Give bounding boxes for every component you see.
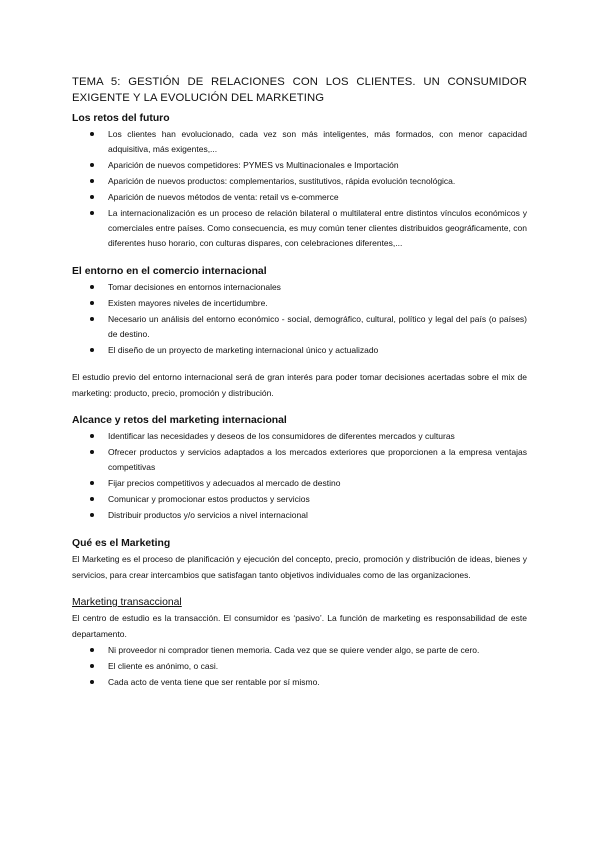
list-item: Ofrecer productos y servicios adaptados a los mercados exteriores que proporcionen a la empresa ventajas competitivas xyxy=(72,445,527,475)
bullet-icon xyxy=(90,301,94,305)
bullet-icon xyxy=(90,481,94,485)
list-item: Aparición de nuevos competidores: PYMES vs Multinacionales e Importación xyxy=(72,158,527,173)
list-item: Existen mayores niveles de incertidumbre. xyxy=(72,296,527,311)
entorno-paragraph: El estudio previo del entorno internacional será de gran interés para poder tomar decisiones acertadas sobre el mix de marketing: producto, precio, promoción y distribución. xyxy=(72,372,527,398)
section-heading-transaccional: Marketing transaccional xyxy=(72,597,182,608)
list-item: Distribuir productos y/o servicios a nivel internacional xyxy=(72,508,527,523)
bullet-icon xyxy=(90,450,94,454)
list-item: Necesario un análisis del entorno económico - social, demográfico, cultural, político y legal del país (o países) de destino. xyxy=(72,312,527,342)
list-item: Comunicar y promocionar estos productos y servicios xyxy=(72,492,527,507)
bullet-icon xyxy=(90,497,94,501)
bullet-icon xyxy=(90,195,94,199)
list-item: Cada acto de venta tiene que ser rentable por sí mismo. xyxy=(72,675,527,690)
list-item: Tomar decisiones en entornos internacionales xyxy=(72,280,527,295)
section-heading-que-es: Qué es el Marketing xyxy=(72,538,171,549)
bullet-icon xyxy=(90,664,94,668)
bullet-icon xyxy=(90,163,94,167)
bullet-icon xyxy=(90,348,94,352)
list-item: El cliente es anónimo, o casi. xyxy=(72,659,527,674)
bullet-icon xyxy=(90,211,94,215)
list-item: El diseño de un proyecto de marketing internacional único y actualizado xyxy=(72,343,527,358)
section-heading-alcance: Alcance y retos del marketing internacional xyxy=(72,415,287,426)
bullet-icon xyxy=(90,680,94,684)
list-item: Aparición de nuevos productos: complementarios, sustitutivos, rápida evolución tecnológica. xyxy=(72,174,527,189)
entorno-list xyxy=(72,280,527,358)
list-item: Aparición de nuevos métodos de venta: retail vs e-commerce xyxy=(72,190,527,205)
list-item: Ni proveedor ni comprador tienen memoria. Cada vez que se quiere vender algo, se parte de cero. xyxy=(72,643,527,658)
list-item: Identificar las necesidades y deseos de los consumidores de diferentes mercados y culturas xyxy=(72,429,527,444)
bullet-icon xyxy=(90,132,94,136)
retos-list xyxy=(72,127,527,251)
list-item: Fijar precios competitivos y adecuados al mercado de destino xyxy=(72,476,527,491)
transaccional-list xyxy=(72,643,527,690)
bullet-icon xyxy=(90,513,94,517)
transaccional-paragraph: El centro de estudio es la transacción. El consumidor es ‘pasivo’. La función de marketing es responsabilidad de este departamento. xyxy=(72,613,527,639)
list-item: La internacionalización es un proceso de relación bilateral o multilateral entre distintos vínculos económicos y comerciales entre países. Como consecuencia, es muy común tener clientes distribuidos geográficamente, con diferentes huso horario, con culturas dispares, con celebraciones diferentes,... xyxy=(72,206,527,251)
document-page xyxy=(72,74,527,691)
que-es-paragraph: El Marketing es el proceso de planificación y ejecución del concepto, precio, promoción y distribución de ideas, bienes y servicios, para crear intercambios que satisfagan tanto objetivos individuales como de las organizaciones. xyxy=(72,554,527,580)
bullet-icon xyxy=(90,648,94,652)
bullet-icon xyxy=(90,434,94,438)
bullet-icon xyxy=(90,179,94,183)
section-heading-entorno: El entorno en el comercio internacional xyxy=(72,266,267,277)
document-title: TEMA 5: GESTIÓN DE RELACIONES CON LOS CLIENTES. UN CONSUMIDOR EXIGENTE Y LA EVOLUCIÓN DEL MARKETING xyxy=(72,76,527,104)
bullet-icon xyxy=(90,317,94,321)
alcance-list xyxy=(72,429,527,523)
list-item: Los clientes han evolucionado, cada vez son más inteligentes, más formados, con menor capacidad adquisitiva, más exigentes,... xyxy=(72,127,527,157)
bullet-icon xyxy=(90,285,94,289)
section-heading-retos: Los retos del futuro xyxy=(72,113,170,124)
